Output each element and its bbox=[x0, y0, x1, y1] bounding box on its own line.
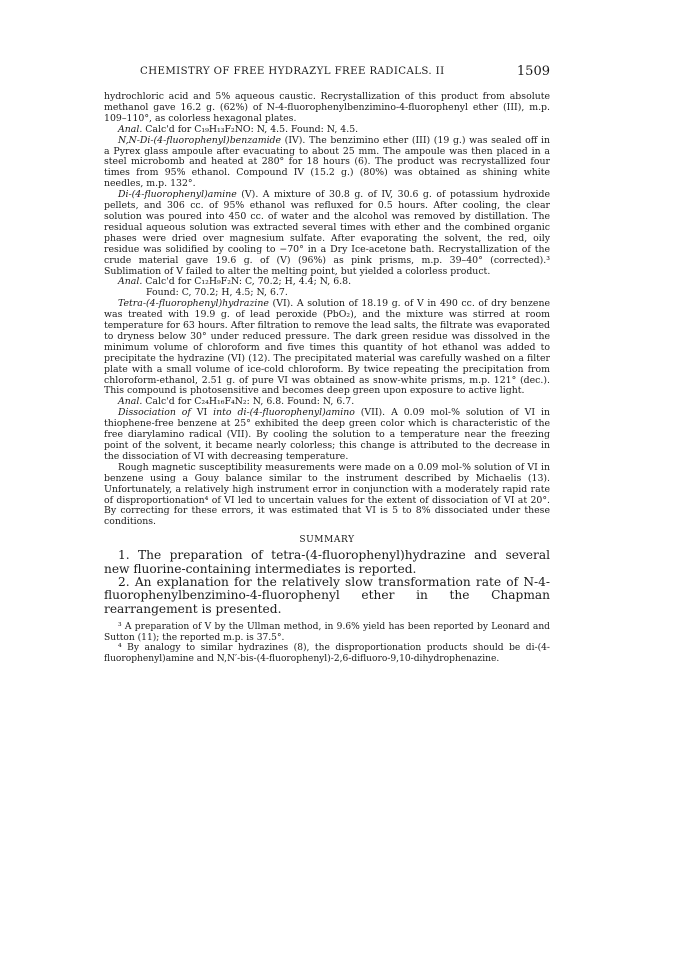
summary-item-1: 1. The preparation of tetra-(4-fluorophenyl)hydrazine and several new fluorine-containing intermediates is reported. bbox=[104, 548, 550, 576]
analysis-label: Anal. bbox=[118, 396, 143, 408]
summary-item-2: 2. An explanation for the relatively slow transformation rate of N-4-fluorophenylbenzimino-4-fluorophenyl ether in the Chapman rearrangement is presented. bbox=[104, 574, 550, 616]
page-header bbox=[104, 64, 550, 82]
footnote-3: ³ A preparation of V by the Ullman method, in 9.6% yield has been reported by Leonard and Sutton (11); the reported m.p. is 37.5°. bbox=[104, 622, 550, 643]
compound-name-amine: Di-(4-fluorophenyl)amine bbox=[118, 189, 237, 201]
paragraph-dissociation bbox=[104, 408, 550, 463]
summary-section bbox=[104, 549, 550, 616]
amine-procedure-text: (V). A mixture of 30.8 g. of IV, 30.6 g. of potassium hydroxide pellets, and 306 cc. of 95% ethanol was refluxed for 0.5 hours. After cooling, the clear solution was poured into 450 cc. of water and the alcohol was removed by distillation. The residual aqueous solution was extracted several times with ether and the combined organic phases were dried over magnesium sulfate. After evaporating the solvent, the red, oily residue was solidified by cooling to −70° in a Dry Ice-acetone bath. Recrystallization of the crude material gave 19.6 g. of (V) (96%) as pink prisms, m.p. 39–40° (corrected).³ Sublimation of V failed to alter the melting point, but yielded a colorless product. bbox=[104, 189, 550, 277]
paragraph-hydrazine bbox=[104, 299, 550, 397]
hydrazine-procedure-text: (VI). A solution of 18.19 g. of V in 490 cc. of dry benzene was treated with 19.9 g. of lead peroxide (PbO₂), and the mixture was stirred at room temperature for 63 hours. After filtration to remove the lead salts, the filtrate was evaporated to dryness below 30° under reduced pressure. The dark green residue was dissolved in the minimum volume of chloroform and five times this quantity of hot ethanol was added to precipitate the hydrazine (VI) (12). The precipitated material was carefully washed on a filter plate with a small volume of ice-cold chloroform. By twice repeating the precipitation from chloroform-ethanol, 2.51 g. of pure VI was obtained as snow-white prisms, m.p. 121° (dec.). This compound is photosensitive and becomes deep green upon exposure to active light. bbox=[104, 298, 550, 397]
dissociation-text: (VII). A 0.09 mol-% solution of VI in thiophene-free benzene at 25° exhibited the deep green color which is characteristic of the free diarylamino radical (VII). By cooling the solution to a temperature near the freezing point of the solvent, it became nearly colorless; this change is attributed to the decrease in the dissociation of VI with decreasing temperature. bbox=[104, 407, 550, 462]
analysis-label: Anal. bbox=[118, 123, 143, 135]
section-title-dissociation-a: Dissociation of bbox=[118, 407, 191, 419]
benzamide-procedure-text: (IV). The benzimino ether (III) (19 g.) was sealed off in a Pyrex glass ampoule after evacuating to about 25 mm. The ampoule was then placed in a steel microbomb and heated at 280° for 18 hours (6). The product was recrystallized four times from 95% ethanol. Compound IV (15.2 g.) (80%) was obtained as shining white needles, m.p. 132°. bbox=[104, 134, 550, 190]
article-body bbox=[104, 92, 550, 665]
analysis-label: Anal. bbox=[118, 276, 143, 288]
paragraph-ether-recrystallization: hydrochloric acid and 5% aqueous caustic. Recrystallization of this product from absolute methanol gave 16.2 g. (62%) of N-4-fluorophenylbenzimino-4-fluorophenyl ether (III), m.p. 109–110°, as colorless hexagonal plates. bbox=[104, 91, 550, 124]
page-number: 1509 bbox=[516, 64, 550, 79]
paragraph-benzamide bbox=[104, 136, 550, 191]
section-title-dissociation-mid: VI bbox=[190, 407, 214, 419]
paragraph-amine bbox=[104, 190, 550, 277]
analysis-text: Calc'd for C₂₄H₁₆F₄N₂: N, 6.8. Found: N, 6.7. bbox=[142, 396, 355, 408]
footnote-4: ⁴ By analogy to similar hydrazines (8), the disproportionation products should be di-(4-fluorophenyl)amine and N,N′-bis-(4-fluorophenyl)-2,6-difluoro-9,10-dihydrophenazine. bbox=[104, 643, 550, 664]
section-title-dissociation-b: into di-(4-fluorophenyl)amino bbox=[213, 407, 355, 419]
analysis-text: Calc'd for C₁₂H₉F₂N: C, 70.2; H, 4.4; N, 6.8. bbox=[142, 276, 352, 288]
compound-name-hydrazine: Tetra-(4-fluorophenyl)hydrazine bbox=[118, 298, 269, 310]
summary-heading: SUMMARY bbox=[299, 535, 355, 546]
running-title: CHEMISTRY OF FREE HYDRAZYL FREE RADICALS. II bbox=[140, 66, 445, 77]
paragraph-magnetic-susceptibility: Rough magnetic susceptibility measurements were made on a 0.09 mol-% solution of VI in benzene using a Gouy balance similar to the instrument described by Michaelis (13). Unfortunately, a relatively high instrument error in conjunction with a moderately rapid rate of disproportionation⁴ of VI led to uncertain values for the extent of dissociation of VI at 20°. By correcting for these errors, it was estimated that VI is 5 to 8% dissociated under these conditions. bbox=[104, 461, 550, 528]
analysis-text: Calc'd for C₁₉H₁₃F₂NO: N, 4.5. Found: N, 4.5. bbox=[142, 123, 359, 135]
footnotes bbox=[104, 622, 550, 664]
compound-name-benzamide: N,N-Di-(4-fluorophenyl)benzamide bbox=[118, 134, 282, 146]
analysis-amine-found: Found: C, 70.2; H, 4.5; N, 6.7. bbox=[146, 287, 288, 299]
